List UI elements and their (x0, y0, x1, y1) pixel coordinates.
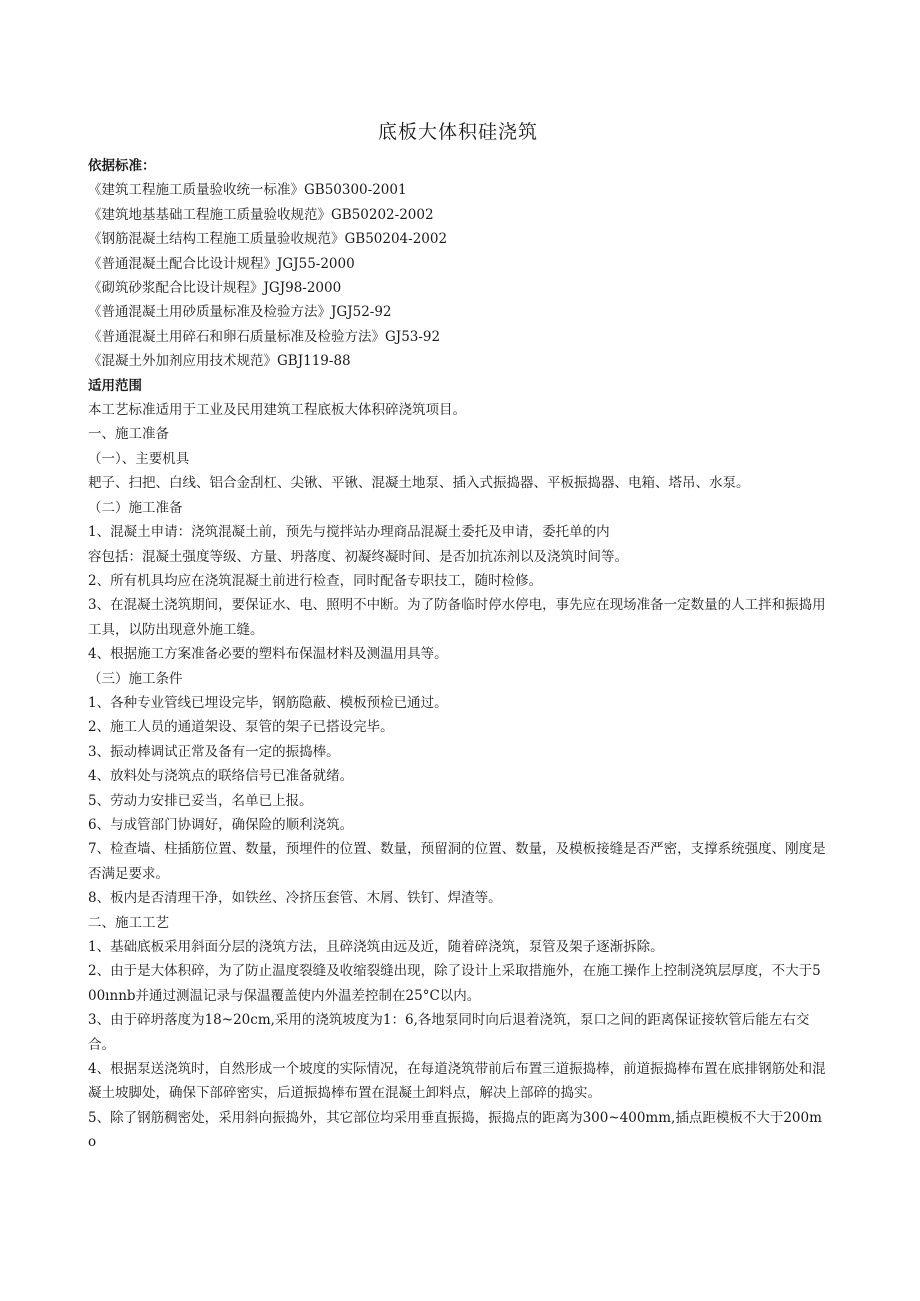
condition-item: 4、放料处与浇筑点的联络信号已准备就绪。 (88, 768, 354, 785)
standard-item: 《普通混凝土配合比设计规程》JGJ55-2000 (88, 255, 355, 272)
prep2-item: 2、所有机具均应在浇筑混凝土前进行检查，同时配备专职技工，随时检修。 (88, 572, 543, 589)
prep2-item: 4、根据施工方案准备必要的塑料布保温材料及测温用具等。 (88, 646, 448, 663)
prep-heading: 一、施工准备 (88, 426, 169, 443)
machines-text: 耙子、扫把、白线、铝合金刮杠、尖锹、平锹、混凝土地泵、插入式振捣器、平板振捣器、电箱、塔吊、水泵。 (88, 475, 750, 492)
scope-text: 本工艺标准适用于工业及民用建筑工程底板大体积碎浇筑项目。 (88, 402, 466, 419)
prep2-item: 1、混凝土申请：浇筑混凝土前，预先与搅拌站办理商品混凝土委托及申请，委托单的内 (88, 524, 610, 541)
scope-heading: 适用范围 (88, 377, 142, 394)
condition-item: 7、检查墙、柱插筋位置、数量，预埋件的位置、数量，预留洞的位置、数量，及模板接缝是否严密，支撑系统强度、刚度是否满足要求。 (88, 841, 826, 882)
process-item: 3、由于碎坍落度为18~20cm,采用的浇筑坡度为1：6,各地泵同时向后退着浇筑，泵口之间的距离保证接软管后能左右交合。 (88, 1012, 810, 1053)
condition-item: 1、各种专业管线已埋设完毕，钢筋隐蔽、模板预检已通过。 (88, 694, 448, 711)
process-item: 4、根据泵送浇筑时，自然形成一个坡度的实际情况，在每道浇筑带前后布置三道振捣棒，前道振捣棒布置在底排钢筋处和混凝土坡脚处，确保下部碎密实，后道振捣棒布置在混凝土卸料点，解决上部碎的捣实。 (88, 1061, 826, 1102)
standard-item: 《混凝土外加剂应用技术规范》GBJ119-88 (88, 353, 351, 370)
process-item: 2、由于是大体积碎，为了防止温度裂缝及收缩裂缝出现，除了设计上采取措施外，在施工操作上控制浇筑层厚度，不大于500ınnb并通过测温记录与保温覆盖使内外温差控制在25°C以内。 (88, 963, 821, 1004)
prep2-heading: （二）施工准备 (88, 499, 183, 516)
document-title: 底板大体积硅浇筑 (377, 121, 538, 143)
process-item: 5、除了钢筋稠密处，采用斜向振捣外，其它部位均采用垂直振捣，振捣点的距离为300~400mm,插点距模板不大于200mo (88, 1109, 822, 1151)
condition-item: 5、劳动力安排已妥当，名单已上报。 (88, 792, 313, 809)
document-body (88, 118, 828, 1155)
standard-item: 《普通混凝土用碎石和卵石质量标准及检验方法》GJ53-92 (88, 328, 441, 345)
standard-item: 《砌筑砂浆配合比设计规程》JGJ98-2000 (88, 280, 342, 297)
condition-item: 8、板内是否清理干净，如铁丝、冷挤压套管、木屑、铁钉、焊渣等。 (88, 890, 502, 907)
process-item: 1、基础底板采用斜面分层的浇筑方法，且碎浇筑由远及近，随着碎浇筑，泵管及架子逐渐拆除。 (88, 939, 664, 955)
condition-item: 6、与成管部门协调好，确保险的顺利浇筑。 (88, 816, 354, 833)
standard-item: 《钢筋混凝土结构工程施工质量验收规范》GB50204-2002 (88, 231, 448, 248)
conditions-heading: （三）施工条件 (88, 670, 183, 687)
prep2-item: 3、在混凝土浇筑期间，要保证水、电、照明不中断。为了防备临时停水停电，事先应在现场准备一定数量的人工拌和振捣用工具，以防出现意外施工缝。 (88, 597, 826, 638)
standard-item: 《建筑地基基础工程施工质量验收规范》GB50202-2002 (88, 206, 434, 223)
process-heading: 二、施工工艺 (88, 914, 169, 931)
prep2-item: 容包括：混凝土强度等级、方量、坍落度、初凝终凝时间、是否加抗冻剂以及浇筑时间等。 (88, 548, 628, 565)
standards-heading: 依据标准： (88, 158, 156, 174)
machines-heading: （一）、主要机具 (88, 450, 190, 467)
standard-item: 《建筑工程施工质量验收统一标准》GB50300-2001 (88, 182, 407, 199)
condition-item: 2、施工人员的通道架设、泵管的架子已搭设完毕。 (88, 719, 394, 736)
standard-item: 《普通混凝土用砂质量标准及检验方法》JGJ52-92 (88, 304, 392, 321)
condition-item: 3、振动棒调试正常及备有一定的振捣棒。 (88, 743, 340, 760)
